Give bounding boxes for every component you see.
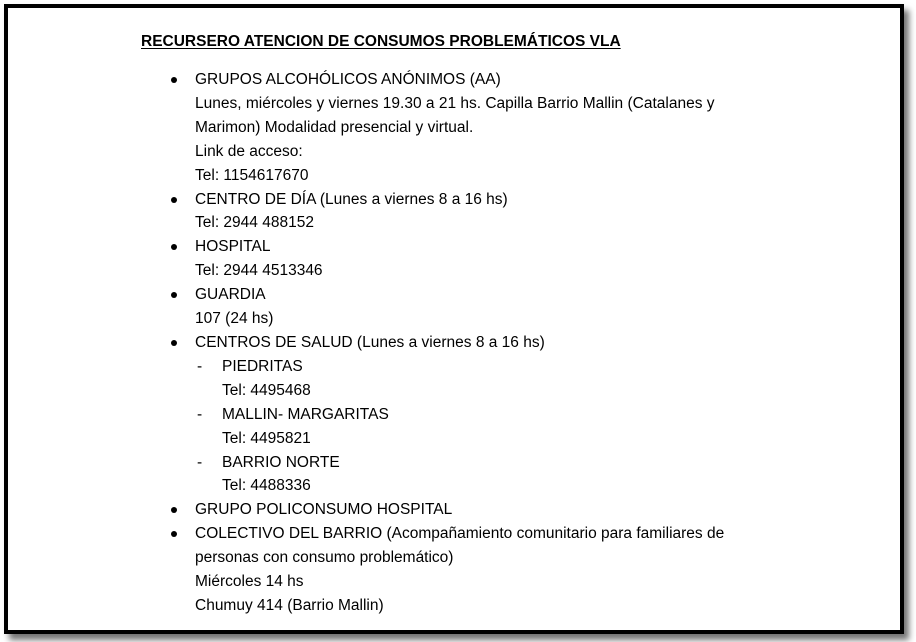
document-title: RECURSERO ATENCION DE CONSUMOS PROBLEMÁTICOS VLA [141,33,621,50]
item-phone: Tel: 2944 4513346 [195,262,323,280]
subitem-phone: Tel: 4488336 [222,477,311,495]
bullet-icon [171,197,177,203]
item-phone: Tel: 2944 488152 [195,214,314,232]
item-line: Marimon) Modalidad presencial y virtual. [195,118,474,136]
dash-marker: - [197,357,203,375]
list-item-centros-de-salud [166,331,724,498]
item-address: Chumuy 414 (Barrio Mallin) [195,596,384,614]
list-item-guardia [166,283,724,331]
resource-list [166,68,724,618]
health-centers-sublist [195,355,724,498]
item-heading: COLECTIVO DEL BARRIO (Acompañamiento comunitario para familiares de [195,525,725,543]
bullet-icon [171,340,177,346]
document-page [4,4,904,634]
item-line: Lunes, miércoles y viernes 19.30 a 21 hs. Capilla Barrio Mallin (Catalanes y [195,94,715,112]
subitem-name: PIEDRITAS [222,357,303,375]
item-heading: GRUPO POLICONSUMO HOSPITAL [195,501,453,519]
subitem-phone: Tel: 4495468 [222,381,311,399]
dash-marker: - [197,405,203,423]
sublist-item-barrio-norte [195,451,724,499]
list-item-aa [166,68,724,188]
dash-marker: - [197,453,203,471]
list-item-colectivo-del-barrio [166,522,724,618]
item-line: Miércoles 14 hs [195,573,304,591]
item-heading: GRUPOS ALCOHÓLICOS ANÓNIMOS (AA) [195,71,501,88]
bullet-icon [171,292,177,298]
list-item-grupo-policonsumo [166,498,724,522]
subitem-name: BARRIO NORTE [222,453,340,471]
item-heading: GUARDIA [195,286,266,304]
bullet-icon [171,507,177,513]
item-phone: 107 (24 hs) [195,310,274,328]
list-item-hospital [166,235,724,283]
bullet-icon [171,77,177,83]
bullet-icon [171,531,177,537]
sublist-item-piedritas [195,355,724,403]
sublist-item-mallin-margaritas [195,403,724,451]
list-item-centro-de-dia [166,188,724,236]
subitem-name: MALLIN- MARGARITAS [222,405,389,423]
item-heading: CENTRO DE DÍA (Lunes a viernes 8 a 16 hs) [195,190,508,208]
item-line: personas con consumo problemático) [195,549,454,567]
bullet-icon [171,244,177,250]
item-heading: CENTROS DE SALUD (Lunes a viernes 8 a 16 hs) [195,333,545,351]
item-heading: HOSPITAL [195,238,271,256]
subitem-phone: Tel: 4495821 [222,429,311,447]
item-phone: Tel: 1154617670 [195,166,309,184]
item-line: Link de acceso: [195,142,303,160]
